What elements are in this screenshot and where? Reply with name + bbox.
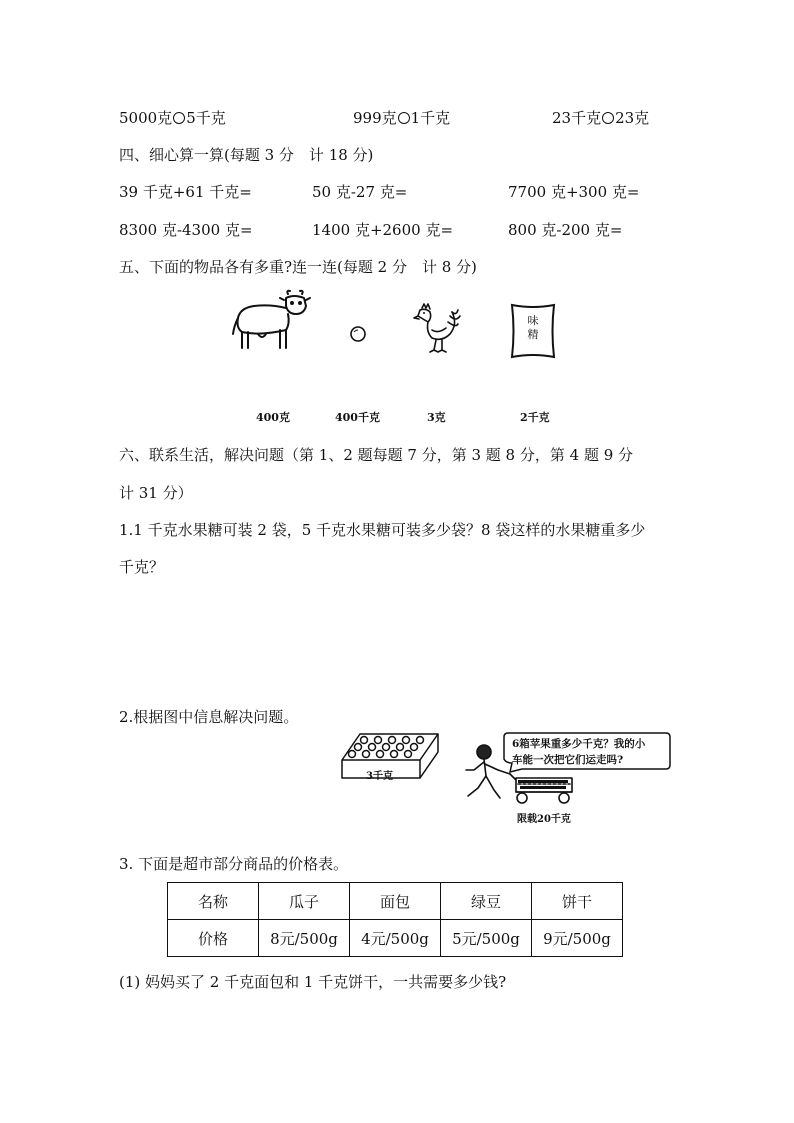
weight-option[interactable]: 400千克 [335, 411, 380, 424]
boy-with-cart-icon [456, 740, 576, 808]
table-cell: 瓜子 [259, 883, 350, 920]
calc-problem: 800 克-200 克= [508, 221, 623, 239]
section4-title: 四、细心算一算(每题 3 分 计 18 分) [119, 146, 374, 164]
speech-line1: 6箱苹果重多少千克？我的小 [512, 738, 646, 750]
calc-problem: 39 千克+61 千克= [119, 183, 252, 201]
compare-right: 23克 [615, 109, 650, 127]
compare-circle[interactable] [602, 112, 614, 124]
weight-option[interactable]: 400克 [256, 411, 290, 424]
table-cell: 5元/500g [441, 920, 532, 957]
rooster-icon [412, 302, 462, 354]
cart-limit-label: 限载20千克 [517, 814, 571, 825]
calc-problem: 8300 克-4300 克= [119, 221, 253, 239]
apple-box-label: 3千克 [366, 771, 393, 782]
compare-item-1 [119, 107, 226, 128]
question-3-sub1: (1) 妈妈买了 2 千克面包和 1 千克饼干，一共需要多少钱? [119, 973, 507, 991]
question-1-line2: 千克？ [119, 558, 165, 576]
compare-left: 999克 [353, 109, 397, 127]
table-row [168, 883, 623, 920]
calc-problem: 1400 克+2600 克= [312, 221, 454, 239]
ball-icon [349, 325, 367, 343]
compare-left: 5000克 [119, 109, 173, 127]
table-row [168, 920, 623, 957]
section6-title-line2: 计 31 分） [119, 484, 193, 502]
compare-item-3 [552, 107, 649, 128]
table-cell: 名称 [168, 883, 259, 920]
section5-title: 五、下面的物品各有多重?连一连(每题 2 分 计 8 分) [119, 258, 477, 276]
section6-title-line1: 六、联系生活，解决问题（第 1、2 题每题 7 分，第 3 题 8 分，第 4 题 9 分 [119, 446, 634, 464]
question-1-line1: 1.1 千克水果糖可装 2 袋，5 千克水果糖可装多少袋？8 袋这样的水果糖重多少 [119, 521, 646, 539]
compare-circle[interactable] [398, 112, 410, 124]
calc-problem: 7700 克+300 克= [508, 183, 640, 201]
speech-line2: 车能一次把它们运走吗? [512, 754, 624, 766]
table-cell: 面包 [350, 883, 441, 920]
weight-option[interactable]: 3克 [427, 411, 446, 424]
table-cell: 8元/500g [259, 920, 350, 957]
table-cell: 饼干 [532, 883, 623, 920]
compare-circle[interactable] [173, 112, 185, 124]
question-3: 3. 下面是超市部分商品的价格表。 [119, 855, 349, 873]
question-2: 2.根据图中信息解决问题。 [119, 708, 299, 726]
weight-option[interactable]: 2千克 [520, 411, 550, 424]
calc-problem: 50 克-27 克= [312, 183, 408, 201]
compare-right: 5千克 [186, 109, 226, 127]
table-cell: 4元/500g [350, 920, 441, 957]
cow-icon [230, 288, 316, 354]
price-table [167, 882, 623, 957]
compare-right: 1千克 [410, 109, 451, 127]
compare-item-2 [353, 107, 450, 128]
compare-left: 23千克 [552, 109, 602, 127]
table-cell: 价格 [168, 920, 259, 957]
bag-label: 味精 [527, 314, 539, 341]
table-cell: 9元/500g [532, 920, 623, 957]
table-cell: 绿豆 [441, 883, 532, 920]
